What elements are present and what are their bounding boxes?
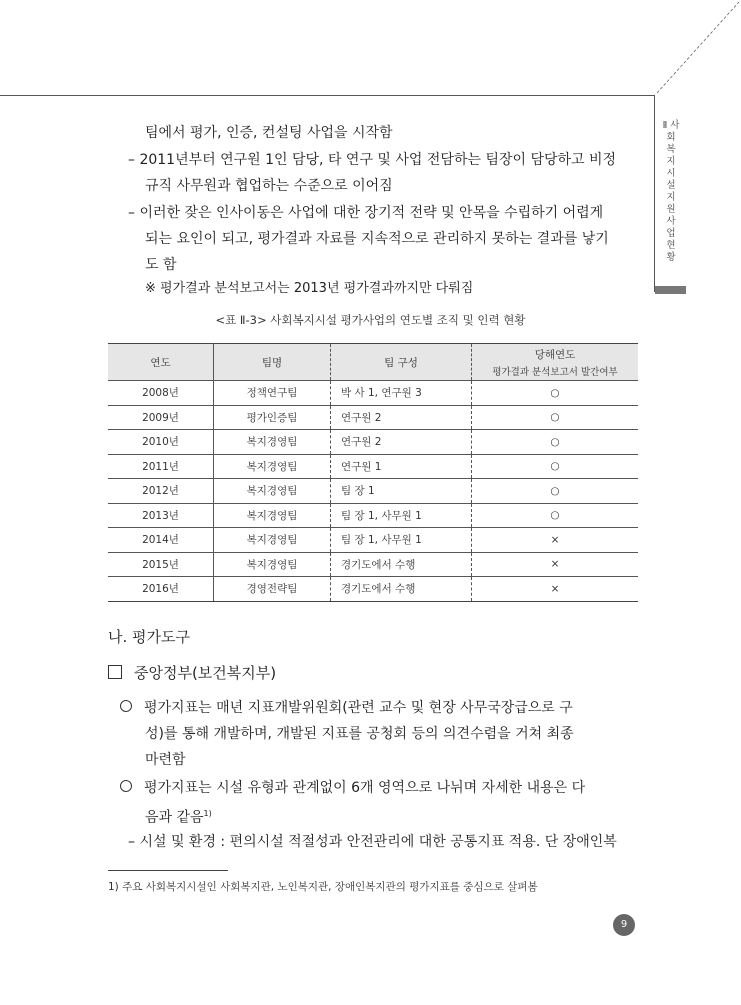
- cell-year: 2010년: [108, 430, 214, 455]
- subsection-heading: [108, 662, 276, 683]
- cell-year: 2015년: [108, 552, 214, 577]
- cell-team: 평가인증팀: [214, 405, 331, 430]
- intro-item-2: – 이러한 잦은 인사이동은 사업에 대한 장기적 전략 및 안목을 수립하기 어렵게: [128, 205, 604, 221]
- table-caption: <표 Ⅱ-3> 사회복지시설 평가사업의 연도별 조직 및 인력 현황: [215, 313, 526, 327]
- cell-composition: 경기도에서 수행: [331, 552, 472, 577]
- cell-team: 복지경영팀: [214, 528, 331, 553]
- cell-report: ×: [472, 552, 639, 577]
- cell-report: ○: [472, 405, 639, 430]
- dash-item: – 시설 및 환경 : 편의시설 적절성과 안전관리에 대한 공통지표 적용. 단 장애인복: [128, 834, 617, 850]
- bullet-text: 평가지표는 시설 유형과 관계없이 6개 영역으로 나뉘며 자세한 내용은 다: [144, 780, 586, 796]
- cell-year: 2014년: [108, 528, 214, 553]
- cell-composition: 박 사 1, 연구원 3: [331, 381, 472, 406]
- cell-report: ○: [472, 430, 639, 455]
- header-rule: [0, 95, 655, 96]
- footnote-rule: [108, 870, 228, 871]
- cell-report: ○: [472, 479, 639, 504]
- table-row: [108, 577, 638, 602]
- intro-item-1: – 2011년부터 연구원 1인 담당, 타 연구 및 사업 전담하는 팀장이 담당하고 비정: [128, 152, 617, 168]
- table-row: [108, 405, 638, 430]
- table-row: [108, 454, 638, 479]
- footnote-ref: 1): [203, 809, 212, 818]
- cell-team: 복지경영팀: [214, 552, 331, 577]
- square-bullet-icon: [108, 665, 122, 679]
- header-report-top: 당해연도: [534, 348, 576, 361]
- bullet-text-cont: [145, 801, 212, 831]
- header-year: 연도: [108, 344, 214, 381]
- side-rule: [654, 95, 655, 292]
- section-title: 나. 평가도구: [108, 628, 190, 646]
- subsection-title: 중앙정부(보건복지부): [134, 664, 277, 682]
- bullet-text-cont: 마련함: [145, 752, 186, 768]
- cell-composition: 팀 장 1, 사무원 1: [331, 528, 472, 553]
- cell-year: 2012년: [108, 479, 214, 504]
- table-row: [108, 430, 638, 455]
- cell-composition: 팀 장 1, 사무원 1: [331, 503, 472, 528]
- staffing-table: [108, 343, 638, 602]
- bullet-item: [120, 695, 573, 721]
- cell-team: 정책연구팀: [214, 381, 331, 406]
- bullet-text-cont: 성)를 통해 개발하며, 개발된 지표를 공청회 등의 의견수렴을 거쳐 최종: [145, 726, 574, 742]
- table-row: [108, 479, 638, 504]
- cell-composition: 연구원 2: [331, 430, 472, 455]
- header-report-sub: 평가결과 분석보고서 발간여부: [492, 366, 618, 378]
- intro-item-2-cont2: 도 함: [145, 257, 177, 273]
- cell-report: ×: [472, 528, 639, 553]
- cell-year: 2013년: [108, 503, 214, 528]
- page-number: 9: [613, 914, 635, 936]
- header-report: [472, 344, 639, 381]
- cell-team: 복지경영팀: [214, 454, 331, 479]
- cell-year: 2009년: [108, 405, 214, 430]
- table-header-row: [108, 344, 638, 381]
- cell-year: 2016년: [108, 577, 214, 602]
- cell-composition: 연구원 1: [331, 454, 472, 479]
- chapter-side-label: Ⅱ 사회복지시설 지원사업 현황: [662, 120, 680, 263]
- cell-composition: 연구원 2: [331, 405, 472, 430]
- intro-item-2-cont: 되는 요인이 되고, 평가결과 자료를 지속적으로 관리하지 못하는 결과를 낳기: [145, 231, 609, 247]
- table-row: [108, 503, 638, 528]
- corner-fold-decoration: [655, 0, 741, 95]
- cell-report: ○: [472, 503, 639, 528]
- header-composition: 팀 구성: [331, 344, 472, 381]
- cell-team: 복지경영팀: [214, 479, 331, 504]
- table-row: [108, 528, 638, 553]
- intro-note: ※ 평가결과 분석보고서는 2013년 평가결과까지만 다뤄짐: [145, 281, 474, 296]
- cell-year: 2008년: [108, 381, 214, 406]
- cell-team: 경영전략팀: [214, 577, 331, 602]
- cell-composition: 팀 장 1: [331, 479, 472, 504]
- chapter-tab-band: [655, 286, 686, 294]
- table-row: [108, 381, 638, 406]
- cell-year: 2011년: [108, 454, 214, 479]
- cell-report: ○: [472, 454, 639, 479]
- bullet-item: [120, 775, 585, 801]
- intro-item-1-cont: 규직 사무원과 협업하는 수준으로 이어짐: [145, 178, 393, 194]
- table-row: [108, 552, 638, 577]
- cell-report: ×: [472, 577, 639, 602]
- footnote: 1) 주요 사회복지시설인 사회복지관, 노인복지관, 장애인복지관의 평가지표를 중심으로 살펴봄: [108, 881, 538, 893]
- bullet-text-tail: 음과 같음: [145, 809, 204, 826]
- intro-line: 팀에서 평가, 인증, 컨설팅 사업을 시작함: [145, 125, 393, 141]
- cell-team: 복지경영팀: [214, 430, 331, 455]
- cell-team: 복지경영팀: [214, 503, 331, 528]
- cell-report: ○: [472, 381, 639, 406]
- bullet-text: 평가지표는 매년 지표개발위원회(관련 교수 및 현장 사무국장급으로 구: [144, 700, 573, 716]
- cell-composition: 경기도에서 수행: [331, 577, 472, 602]
- circle-bullet-icon: [120, 780, 132, 792]
- circle-bullet-icon: [120, 700, 132, 712]
- header-team: 팀명: [214, 344, 331, 381]
